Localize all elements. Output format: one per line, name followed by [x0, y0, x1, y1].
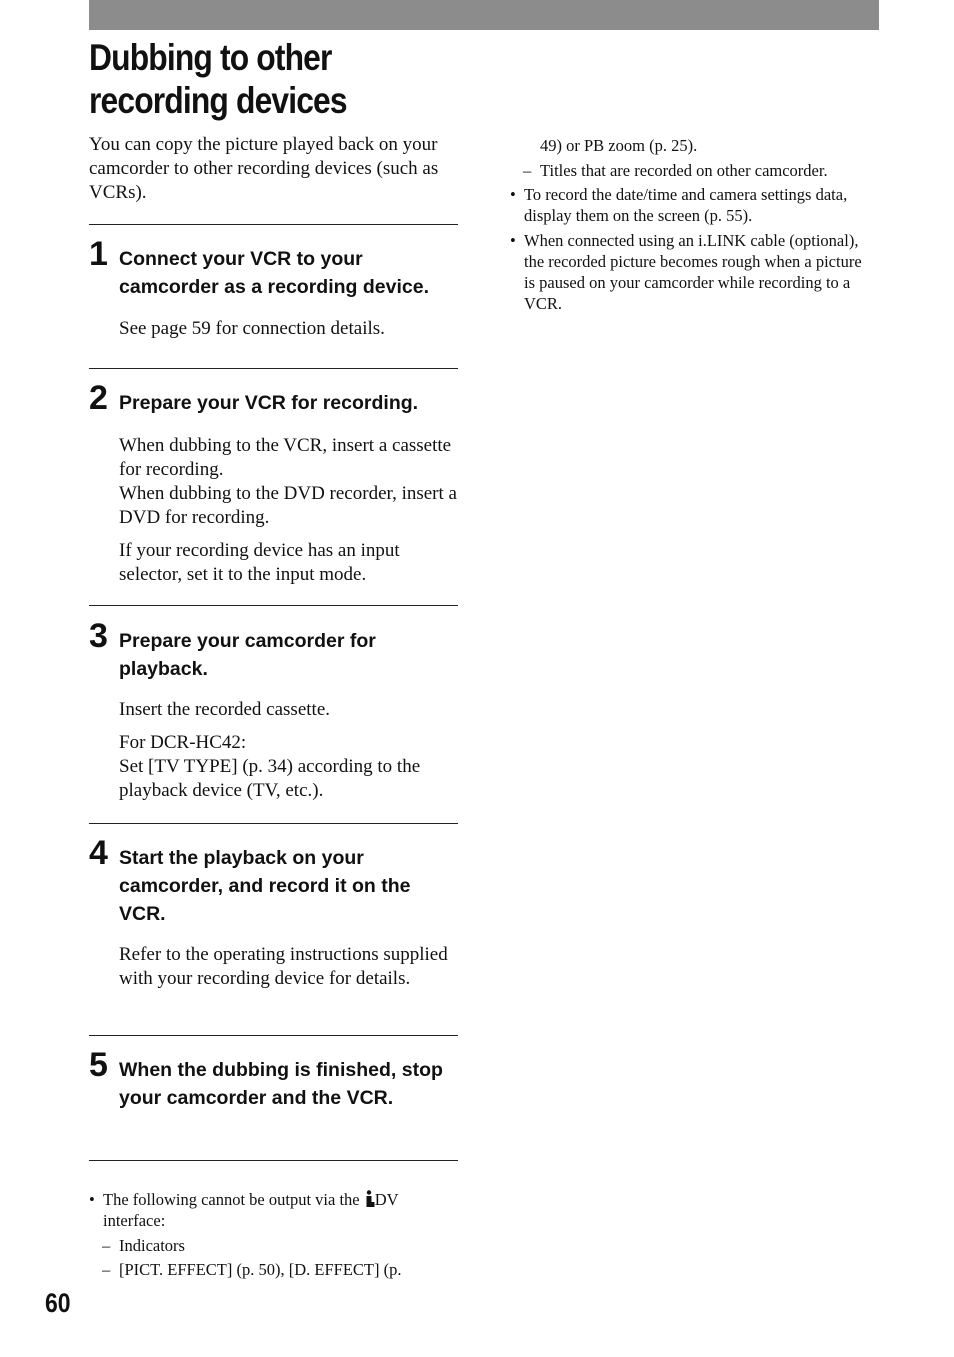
- intro-text: You can copy the picture played back on your camcorder to other recording devices (such as VCRs).: [89, 134, 439, 203]
- page-title: Dubbing to other recording devices: [89, 37, 347, 121]
- step-number: 5: [89, 1046, 108, 1084]
- step-body: [119, 943, 464, 1000]
- step-heading: Connect your VCR to your camcorder as a recording device.: [119, 248, 429, 298]
- step-heading: Prepare your VCR for recording.: [119, 392, 419, 414]
- step-body: [119, 434, 464, 596]
- divider: [89, 823, 458, 824]
- divider: [89, 1160, 458, 1161]
- step-heading: When the dubbing is finished, stop your camcorder and the VCR.: [119, 1059, 443, 1109]
- step-body: [119, 317, 464, 350]
- step-number: 1: [89, 235, 108, 273]
- divider: [89, 1035, 458, 1036]
- step-heading: Prepare your camcorder for playback.: [119, 630, 376, 680]
- note-dash: – Titles that are recorded on other camcorder.: [510, 160, 875, 181]
- note-bullet: • When connected using an i.LINK cable (optional), the recorded picture becomes rough when a picture is paused on your camcorder while recording to a VCR.: [510, 230, 875, 314]
- note-text: DV interface:: [103, 1190, 399, 1230]
- step-text: If your recording device has an input selector, set it to the input mode.: [119, 540, 400, 585]
- step-number: 4: [89, 834, 108, 872]
- step-text: See page 59 for connection details.: [119, 318, 385, 339]
- ilink-icon: [364, 1190, 375, 1208]
- note-bullet: • To record the date/time and camera settings data, display them on the screen (p. 55).: [510, 184, 875, 226]
- step-text: When dubbing to the VCR, insert a cassette for recording. When dubbing to the DVD recorder, insert a DVD for recording.: [119, 435, 457, 528]
- notes-left: [89, 1189, 439, 1280]
- note-text: The following cannot be output via the: [103, 1190, 364, 1209]
- notes-right: [510, 135, 875, 314]
- note-bullet: [89, 1189, 439, 1231]
- note-continuation: 49) or PB zoom (p. 25).: [540, 136, 698, 155]
- divider: [89, 224, 458, 225]
- step-text: Insert the recorded cassette.: [119, 699, 331, 720]
- page-number: 60: [45, 1288, 71, 1318]
- step-text: Refer to the operating instructions supplied with your recording device for details.: [119, 944, 448, 989]
- divider: [89, 605, 458, 606]
- step-body: [119, 698, 464, 812]
- step-number: 3: [89, 617, 108, 655]
- step-heading: Start the playback on your camcorder, and record it on the VCR.: [119, 847, 411, 925]
- header-bar: [89, 0, 879, 30]
- note-dash: – Indicators: [89, 1235, 439, 1256]
- note-dash: – [PICT. EFFECT] (p. 50), [D. EFFECT] (p.: [89, 1259, 439, 1280]
- step-text: For DCR-HC42: Set [TV TYPE] (p. 34) according to the playback device (TV, etc.).: [119, 732, 421, 801]
- divider: [89, 368, 458, 369]
- step-number: 2: [89, 379, 108, 417]
